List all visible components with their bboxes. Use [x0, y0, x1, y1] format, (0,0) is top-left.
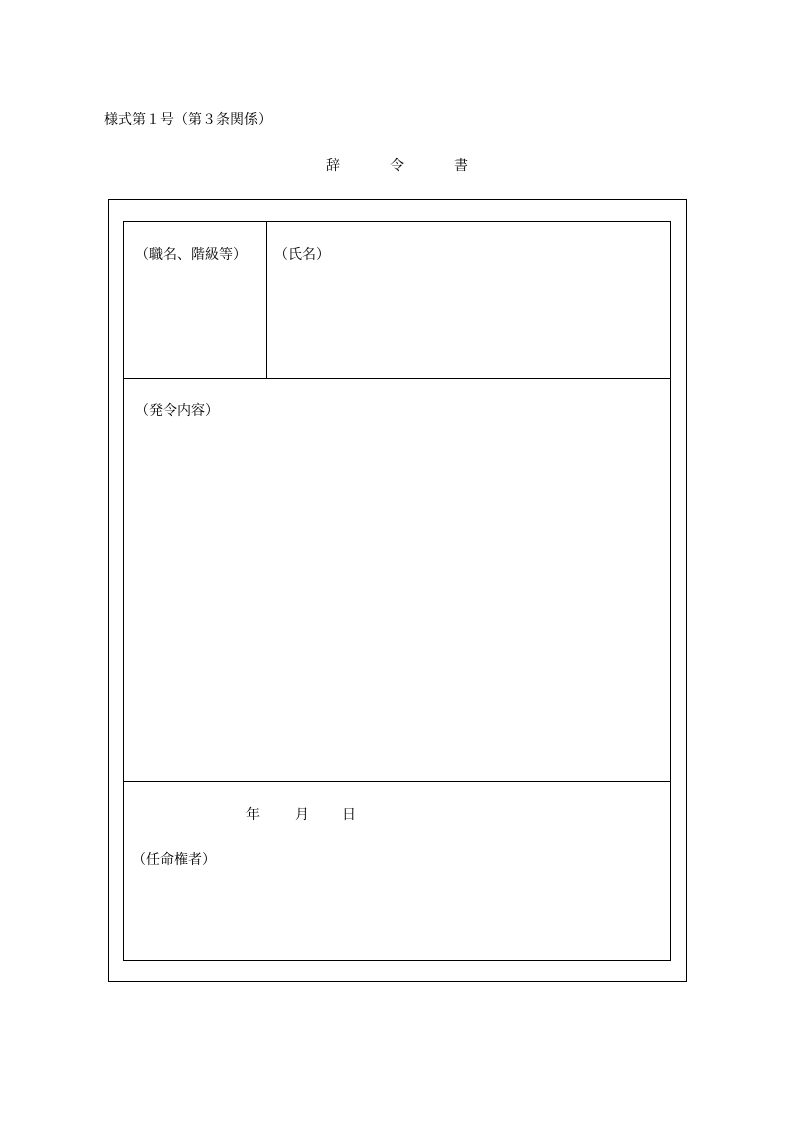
name-label: （氏名） — [274, 247, 330, 263]
date-day: 日 — [342, 807, 356, 823]
appointing-authority-label: （任命権者） — [132, 852, 216, 868]
form-number: 様式第１号（第３条関係） — [104, 112, 272, 128]
inner-frame — [123, 221, 671, 961]
divider-header-row — [123, 378, 671, 379]
divider-content-row — [123, 781, 671, 782]
appointment-content-label: （発令内容） — [135, 403, 219, 419]
divider-name-column — [266, 221, 267, 378]
title-char-3: 書 — [454, 158, 468, 174]
date-month: 月 — [295, 807, 309, 823]
title-char-2: 令 — [390, 158, 404, 174]
position-rank-label: （職名、階級等） — [135, 247, 247, 263]
title-char-1: 辞 — [326, 158, 340, 174]
date-year: 年 — [246, 807, 260, 823]
